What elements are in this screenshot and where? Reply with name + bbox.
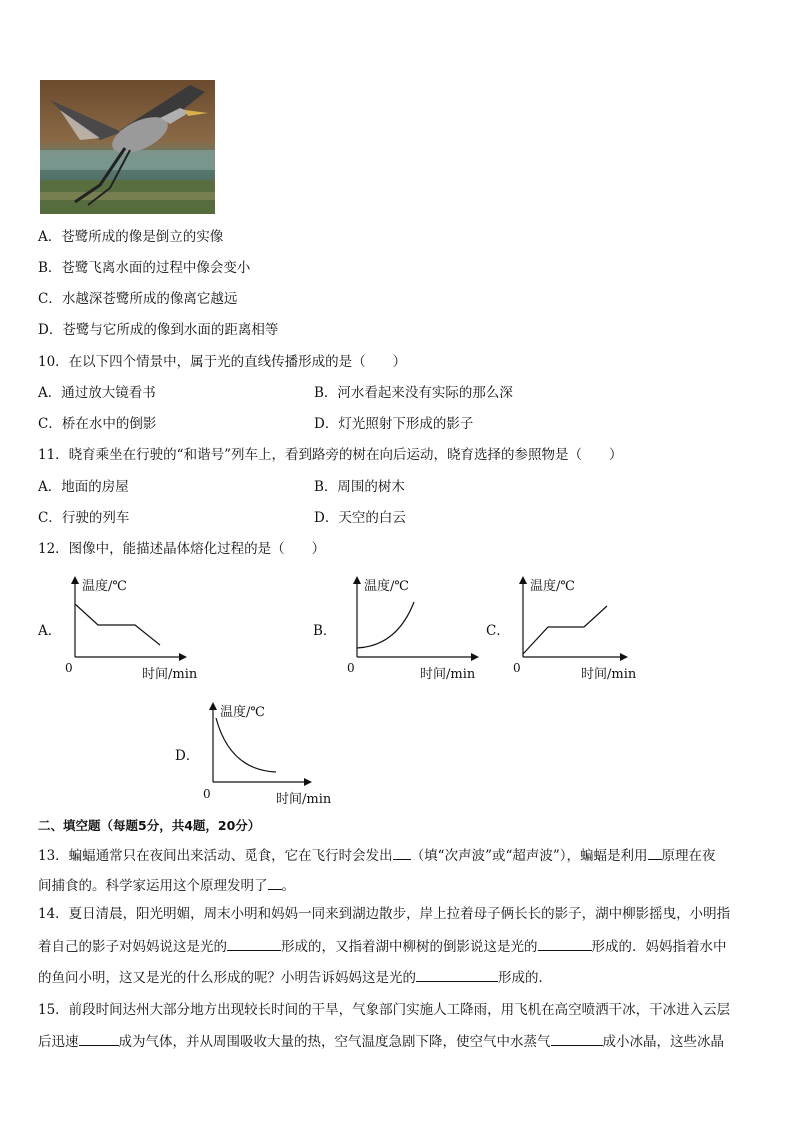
q10-stem: 10．在以下四个情景中，属于光的直线传播形成的是（ ）	[38, 354, 407, 370]
q12-stem: 12．图像中，能描述晶体熔化过程的是（ ）	[38, 541, 326, 557]
q15-line1: 15．前段时间达州大部分地方出现较长时间的干旱，气象部门实施人工降雨，用飞机在高空喷洒干冰，干冰进入云层	[38, 1002, 731, 1018]
q14-line1: 14．夏日清晨，阳光明媚，周末小明和妈妈一同来到湖边散步，岸上拉着母子俩长长的影子，湖中柳影摇曳，小明指	[38, 906, 731, 922]
graph-d-ylabel: 温度/℃	[220, 705, 265, 720]
q13-text-2: （填“次声波”或“超声波”），蝙蝠是利用	[410, 848, 648, 864]
q14-text-3: 形成的．妈妈指着水中	[591, 939, 727, 955]
q13-line2	[38, 875, 295, 895]
q13-blank-1[interactable]	[393, 845, 411, 860]
q13-text-1: 13．蝙蝠通常只在夜间出来活动、觅食，它在飞行时会发出	[38, 848, 393, 864]
graph-d-xlabel: 时间/min	[276, 792, 332, 807]
q9-option-d: D．苍鹭与它所成的像到水面的距离相等	[38, 322, 279, 338]
q14-text-4: 的鱼问小明，这又是光的什么形成的呢？小明告诉妈妈这是光的	[38, 970, 416, 986]
q13-blank-2[interactable]	[648, 845, 662, 860]
q9-option-b: B．苍鹭飞离水面的过程中像会变小	[38, 260, 251, 276]
graph-b-ylabel: 温度/℃	[364, 579, 409, 594]
q12-label-d: D．	[175, 748, 200, 764]
q14-blank-1[interactable]	[227, 936, 281, 951]
graph-c-origin: 0	[513, 661, 521, 675]
graph-d-origin: 0	[203, 787, 211, 801]
q10-option-d: D．灯光照射下形成的影子	[314, 416, 474, 432]
q9-option-a: A．苍鹭所成的像是倒立的实像	[38, 229, 224, 245]
q11-option-a: A．地面的房屋	[38, 479, 129, 495]
q12-label-a: A．	[38, 623, 62, 639]
graph-c-xlabel: 时间/min	[581, 667, 637, 682]
q14-blank-3[interactable]	[416, 967, 498, 982]
q13-blank-3[interactable]	[268, 875, 282, 890]
q12-label-b: B．	[313, 623, 337, 639]
q14-line2	[38, 936, 727, 956]
q13-text-5: 。	[281, 878, 295, 894]
graph-c	[508, 572, 658, 682]
q10-option-a: A．通过放大镜看书	[38, 385, 156, 401]
q11-stem: 11．晓育乘坐在行驶的“和谐号”列车上，看到路旁的树在向后运动，晓育选择的参照物是（ ）	[38, 447, 623, 463]
graph-a-origin: 0	[65, 661, 73, 675]
q15-text-2: 成为气体，并从周围吸收大量的热，空气温度急剧下降，使空气中水蒸气	[118, 1034, 551, 1050]
q13-text-3: 原理在夜	[661, 848, 716, 864]
graph-d	[198, 698, 348, 810]
q15-line2	[38, 1031, 724, 1051]
section-2-heading: 二、填空题（每题5分，共4题，20分）	[38, 818, 261, 833]
q15-blank-2[interactable]	[551, 1031, 603, 1046]
graph-b-xlabel: 时间/min	[420, 667, 476, 682]
graph-c-ylabel: 温度/℃	[530, 579, 575, 594]
q13-line1	[38, 845, 716, 865]
q14-blank-2[interactable]	[538, 936, 592, 951]
q10-option-b: B．河水看起来没有实际的那么深	[314, 385, 513, 401]
q11-option-d: D．天空的白云	[314, 510, 406, 526]
graph-b-origin: 0	[347, 661, 355, 675]
q15-text-3: 成小冰晶，这些冰晶	[602, 1034, 724, 1050]
q14-text-2: 形成的，又指着湖中柳树的倒影说这是光的	[281, 939, 538, 955]
q12-label-c: C．	[486, 623, 510, 639]
q9-option-c: C．水越深苍鹭所成的像离它越远	[38, 291, 238, 307]
q15-text-1: 后迅速	[38, 1034, 79, 1050]
q10-option-c: C．桥在水中的倒影	[38, 416, 157, 432]
q13-text-4: 间捕食的。科学家运用这个原理发明了	[38, 878, 268, 894]
q15-blank-1[interactable]	[79, 1031, 119, 1046]
q14-text-5: 形成的．	[498, 970, 552, 986]
q14-text-1: 着自己的影子对妈妈说这是光的	[38, 939, 227, 955]
heron-photo	[40, 80, 215, 214]
graph-a	[60, 572, 210, 682]
q14-line3	[38, 967, 552, 987]
graph-b	[342, 572, 492, 682]
q11-option-b: B．周围的树木	[314, 479, 405, 495]
q11-option-c: C．行驶的列车	[38, 510, 130, 526]
graph-a-xlabel: 时间/min	[142, 667, 198, 682]
graph-a-ylabel: 温度/℃	[82, 579, 127, 594]
